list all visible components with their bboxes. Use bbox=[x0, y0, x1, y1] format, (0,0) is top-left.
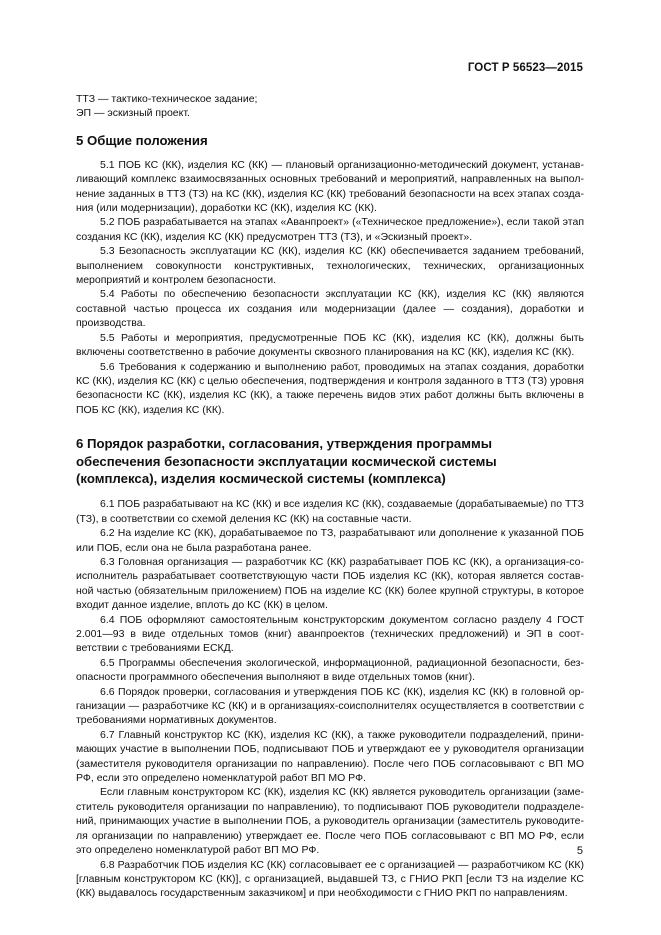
standard-designation: ГОСТ Р 56523—2015 bbox=[467, 62, 583, 74]
paragraph-6-1: 6.1 ПОБ разрабатывают на КС (КК) и все изделия КС (КК), создаваемые (дорабатываемые) по ТТЗ (ТЗ), в соответствии со схемой деления КС (КК) на составные части. bbox=[76, 498, 584, 525]
section-5-heading: 5 Общие положения bbox=[76, 132, 208, 148]
paragraph-5-6: 5.6 Требования к содержанию и выполнению работ, проводимых на этапах создания, доработки КС (КК), изделия КС (КК) с целью обеспечения, подтверждения и контроля заданного в ТТЗ (ТЗ) уровня безопасности КС (КК), изделия КС (КК), а также перечень видов этих работ должны быть включены в ПОБ КС (КК), изделия КС (КК). bbox=[76, 360, 584, 416]
section-6-heading bbox=[76, 435, 584, 487]
page-number: 5 bbox=[576, 845, 583, 857]
paragraph-6-6: 6.6 Порядок проверки, согласования и утверждения ПОБ КС (КК), изделия КС (КК) в головной организации — разработчике КС (КК) и в организациях-соисполнителях осуществляется в соответствии с требованиями нормативных документов. bbox=[76, 685, 584, 727]
paragraph-6-8: 6.8 Разработчик ПОБ изделия КС (КК) согласовывает ее с организацией — разработчиком КС (КК) [главным конструктором КС (КК)], с организацией, выдавшей ТЗ, с ГНИО РКП [если ТЗ на изделие КС (КК) выдавалось государственным заказчиком] и при необходимости с ГНИО РКП по направлениям. bbox=[76, 858, 584, 900]
paragraph-6-7: 6.7 Главный конструктор КС (КК), изделия КС (КК), а также руководители подразделений, принимающих участие в выполнении ПОБ, подписывают ПОБ и утверждают ее у руководителя организации (заместителя руководителя организации по направлению). После чего ПОБ согласовывают с ВП МО РФ, если это определено номенклатурой работ ВП МО РФ. bbox=[76, 728, 584, 785]
paragraph-5-1: 5.1 ПОБ КС (КК), изделия КС (КК) — плановый организационно-методический документ, устанавливающий комплекс взаимосвязанных основных требований и мероприятий, направленных на выполнение заданных в ТТЗ (ТЗ) на КС (КК), изделия КС (КК) требований безопасности на всех этапах создания (или модернизации), доработки КС (КК), изделия КС (КК). bbox=[76, 158, 584, 215]
paragraph-6-5: 6.5 Программы обеспечения экологической, информационной, радиационной безопасности, безопасности программного обеспечения выполняют в виде отдельных томов (книг). bbox=[76, 656, 584, 684]
paragraph-5-4: 5.4 Работы по обеспечению безопасности эксплуатации КС (КК), изделия КС (КК) являются составной частью процесса их создания или модернизации (далее — создания), доработки и производства. bbox=[76, 288, 584, 330]
abbreviation-ttz: ТТЗ — тактико-техническое задание; bbox=[76, 93, 258, 105]
paragraph-6-7-continued: Если главным конструктором КС (КК), изделия КС (КК) является руководитель организации (заместитель руководителя организации по направлению), то подписывают ПОБ руководители подразделений, принимающих участие в выполнении ПОБ, а руководитель организации (заместитель руководителя организации по направлению) утверждает ее. После чего ПОБ согласовывают с ВП МО РФ, если это определено номенклатурой работ ВП МО РФ. bbox=[76, 786, 584, 857]
paragraph-6-4: 6.4 ПОБ оформляют самостоятельным конструкторским документом согласно разделу 4 ГОСТ 2.001—93 в виде отдельных томов (книг) аванпроектов (технических предложений) и ЭП в соответствии с требованиями ЕСКД. bbox=[76, 613, 584, 655]
page-content bbox=[76, 92, 584, 901]
paragraph-5-2: 5.2 ПОБ разрабатывается на этапах «Аванпроект» («Техническое предложение»), если такой этап создания КС (КК), изделия КС (КК) предусмотрен ТТЗ (ТЗ), и «Эскизный проект». bbox=[76, 216, 584, 243]
paragraph-5-5: 5.5 Работы и мероприятия, предусмотренные ПОБ КС (КК), изделия КС (КК), должны быть включены соответственно в рабочие документы сквозного планирования на КС (КК), изделия КС (КК). bbox=[76, 331, 584, 359]
section-6-heading-line: (комплекса), изделия космической системы (комплекса) bbox=[76, 470, 446, 486]
paragraph-6-3: 6.3 Головная организация — разработчик КС (КК) разрабатывает ПОБ КС (КК), а организация-соисполнитель разрабатывает соответствующую части ПОБ изделия КС (КК), которая является составной частью (обязательным приложением) ПОБ на изделие КС (КК) более крупной структуры, в которое входит данное изделие, вплоть до КС (КК) в целом. bbox=[76, 555, 584, 612]
paragraph-6-2: 6.2 На изделие КС (КК), дорабатываемое по ТЗ, разрабатывают или дополнение к указанной ПОБ или ПОБ, если она не была разработана ранее. bbox=[76, 527, 584, 554]
paragraph-5-3: 5.3 Безопасность эксплуатации КС (КК), изделия КС (КК) обеспечивается заданием требований, выполнением совокупности конструктивных, технологических, технических, организационных мероприятий и контролем безопасности. bbox=[76, 245, 584, 287]
abbreviation-ep: ЭП — эскизный проект. bbox=[76, 107, 190, 120]
section-6-heading-line: 6 Порядок разработки, согласования, утверждения программы bbox=[76, 436, 492, 452]
section-6-heading-line: обеспечения безопасности эксплуатации космической системы bbox=[76, 453, 497, 469]
